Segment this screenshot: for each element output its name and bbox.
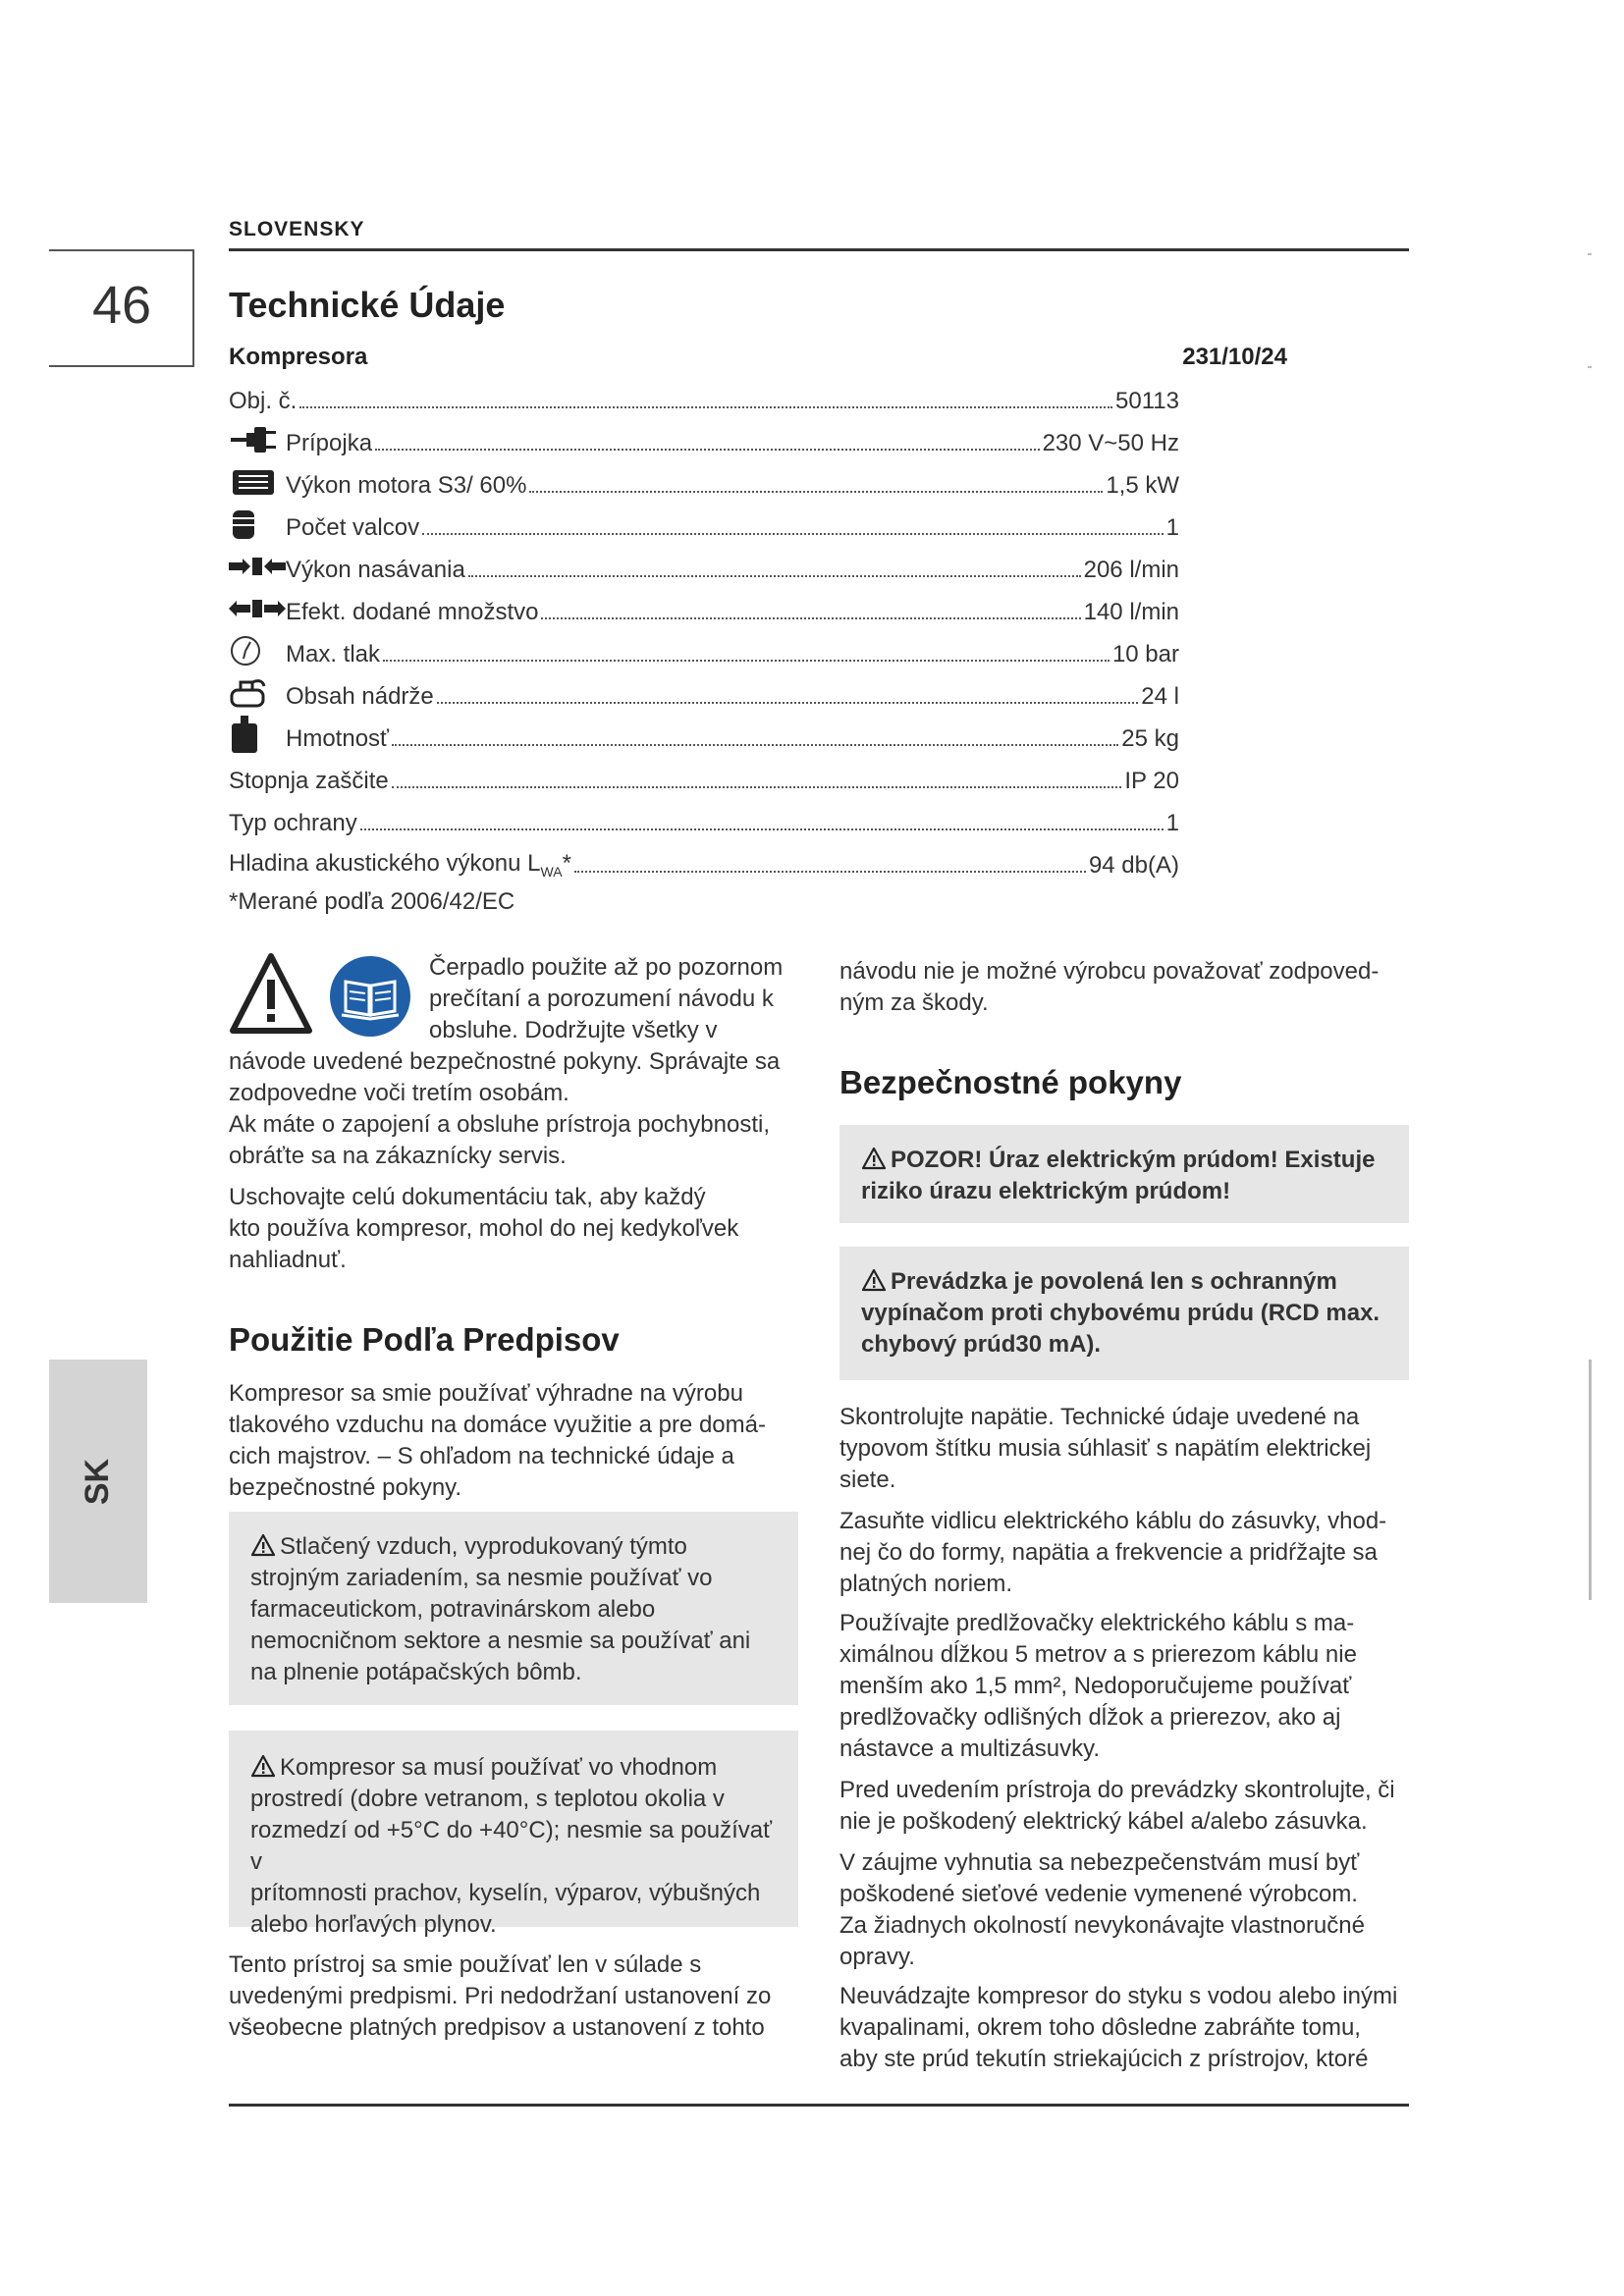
- usage-text: Kompresor sa smie používať výhradne na výrobu tlakového vzduchu na domáce využitie a pre domá- cich majstrov. – S ohľadom na technické údaje a bezpečnostné pokyny.: [229, 1380, 766, 1501]
- spec-label: Stopnja zaščite: [229, 768, 389, 794]
- spec-value: 24 l: [1141, 683, 1179, 710]
- page-number: 46: [91, 276, 152, 335]
- spec-value: 140 l/min: [1083, 599, 1179, 625]
- warning-box-electric-shock: POZOR! Úraz elektrickým prúdom! Existuje riziko úrazu elektrickým prúdom!: [839, 1125, 1409, 1223]
- spec-value: IP 20: [1124, 768, 1179, 794]
- safety-heading: Bezpečnostné pokyny: [839, 1064, 1182, 1100]
- warning-icon: [861, 1268, 887, 1292]
- bottom-rule: [229, 2104, 1409, 2107]
- edge-mark: [1588, 253, 1592, 255]
- dot-leader: [574, 871, 1086, 873]
- dot-leader: [392, 744, 1118, 746]
- warning-box-compressed-air: Stlačený vzduch, vyprodukovaný týmto strojným zariadením, sa nesmie používať vo farmaceutickom, potravinárskom alebo nemocničnom sektore a nesmie sa používať ani na plnenie potápačských bômb.: [229, 1512, 798, 1705]
- output-icon: [229, 591, 286, 626]
- paragraph-check-cable: Pred uvedením prístroja do prevádzky skontrolujte, či nie je poškodený elektrický kábel a/alebo zásuvka.: [839, 1777, 1395, 1835]
- spec-label: Výkon motora S3/ 60%: [286, 472, 527, 499]
- spec-label: Efekt. dodané množstvo: [286, 599, 539, 625]
- warning-box-rcd: Prevádzka je povolená len s ochranným vypínačom proti chybovému prúdu (RCD max. chybový prúd30 mA).: [839, 1247, 1409, 1380]
- closing-text: Tento prístroj sa smie používať len v súlade s uvedenými predpismi. Pri nedodržaní ustanovení zo všeobecne platných predpisov a ustanovení z tohto: [229, 1951, 772, 2041]
- spec-row-order-number: [229, 376, 1179, 415]
- dot-leader: [360, 828, 1164, 830]
- edge-mark: [1589, 1360, 1592, 1600]
- dot-leader: [383, 660, 1110, 662]
- warning-icon: [861, 1147, 887, 1170]
- warning-box-environment: Kompresor sa musí používať vo vhodnom prostredí (dobre vetranom, s teplotou okolia v rozmedzí od +5°C do +40°C); nesmie sa používať v prítomnosti prachov, kyselín, výparov, výbušných alebo horľavých plynov.: [229, 1731, 798, 1927]
- spec-label: Hmotnosť: [286, 725, 390, 752]
- dot-leader: [392, 786, 1122, 788]
- spec-label: Počet valcov: [286, 514, 420, 541]
- warning-icon: [250, 1533, 276, 1557]
- spec-label: Obj. č.: [229, 388, 298, 414]
- spec-value: 230 V~50 Hz: [1042, 430, 1179, 456]
- spec-row-connection: [229, 418, 1179, 457]
- paragraph-damaged-cable: V záujme vyhnutia sa nebezpečenstvám musí byť poškodené sieťové vedenie vymenené výrobcom. Za žiadnych okolností nevykonávajte vlastnoručné opravy.: [839, 1849, 1365, 1970]
- spec-row-cylinders: [229, 503, 1179, 542]
- read-manual-icon: [328, 954, 412, 1043]
- spec-heading: Kompresora: [229, 344, 368, 370]
- spec-value: 25 kg: [1121, 725, 1179, 752]
- intake-icon: [229, 549, 286, 584]
- spec-row-motor-power: [229, 460, 1179, 500]
- spec-row-weight: [229, 714, 1179, 753]
- spec-value: 1,5 kW: [1106, 472, 1179, 499]
- intro-text-continued: návode uvedené bezpečnostné pokyny. Správajte sa zodpovedne voči tretím osobám. Ak máte o zapojení a obsluhe prístroja pochybnosti, obráťte sa na zákaznícky servis.: [229, 1048, 781, 1169]
- tank-icon: [229, 675, 286, 711]
- spec-footnote: *Merané podľa 2006/42/EC: [229, 888, 515, 915]
- pressure-gauge-icon: [229, 633, 286, 668]
- spec-row-delivery: [229, 587, 1179, 626]
- spec-row-protection-degree: [229, 756, 1179, 795]
- dot-leader: [422, 533, 1164, 535]
- spec-row-protection-type: [229, 798, 1179, 837]
- edge-mark: [1588, 366, 1592, 368]
- spec-header: [229, 344, 1287, 371]
- paragraph-extension-cables: Používajte predlžovačky elektrického káblu s ma- ximálnou dĺžkou 5 metrov a s prierezom káblu nie menším ako 1,5 mm², Nedoporučujeme používať predlžovačky odlišných dĺžok a prierezov, ako aj nástavce a multizásuvky.: [839, 1610, 1357, 1762]
- spec-row-sound-power: [229, 840, 1179, 880]
- paragraph-voltage: Skontrolujte napätie. Technické údaje uvedené na typovom štítku musia súhlasiť s napätím elektrickej siete.: [839, 1404, 1372, 1493]
- spec-row-intake: [229, 545, 1179, 584]
- spec-label: Typ ochrany: [229, 810, 357, 836]
- dot-leader: [468, 575, 1081, 577]
- model-number: 231/10/24: [1182, 344, 1287, 370]
- spec-value: 206 l/min: [1083, 557, 1179, 583]
- spec-label: Hladina akustického výkonu $L_{WA}*$: [229, 850, 571, 880]
- language-label: SLOVENSKY: [229, 218, 365, 240]
- usage-heading: Použitie Podľa Predpisov: [229, 1321, 620, 1358]
- paragraph-plug: Zasuňte vidlicu elektrického káblu do zásuvky, vhod- nej čo do formy, napätia a frekvencie a pridŕžajte sa platných noriem.: [839, 1508, 1387, 1597]
- side-tab-label: SK: [79, 1458, 117, 1505]
- intro-text: Čerpadlo použite až po pozornom prečítaní a porozumení návodu k obsluhe. Dodržujte všetky v: [429, 954, 784, 1043]
- spec-value: 50113: [1115, 388, 1179, 414]
- cylinder-icon: [229, 507, 286, 542]
- continued-text: návodu nie je možné výrobcu považovať zodpoved- ným za škody.: [839, 958, 1380, 1016]
- spec-row-max-pressure: [229, 629, 1179, 668]
- spec-label: Prípojka: [286, 430, 373, 456]
- warning-icon: [250, 1754, 276, 1778]
- page-title: Technické Údaje: [229, 285, 506, 325]
- spec-label: Výkon nasávania: [286, 557, 465, 583]
- paragraph-water: Neuvádzajte kompresor do styku s vodou alebo inými kvapalinami, okrem toho dôsledne zabráňte tomu, aby ste prúd tekutín striekajúcich z prístrojov, ktoré: [839, 1983, 1398, 2072]
- dot-leader: [299, 406, 1112, 408]
- dot-leader: [437, 702, 1139, 704]
- keep-documentation-text: Uschovajte celú dokumentáciu tak, aby každý kto používa kompresor, mohol do nej kedykoľvek nahliadnuť.: [229, 1184, 739, 1273]
- spec-value: 10 bar: [1111, 641, 1179, 667]
- spec-value: 1: [1165, 810, 1179, 836]
- spec-row-tank: [229, 671, 1179, 711]
- dot-leader: [375, 449, 1040, 451]
- warning-triangle-icon: [229, 952, 313, 1040]
- spec-label: Obsah nádrže: [286, 683, 434, 710]
- spec-value: 1: [1165, 514, 1179, 541]
- spec-value: 94 db(A): [1088, 852, 1179, 879]
- plug-icon: [229, 422, 286, 457]
- weight-icon: [229, 718, 286, 753]
- motor-icon: [229, 464, 286, 500]
- dot-leader: [529, 491, 1103, 493]
- dot-leader: [541, 617, 1080, 619]
- spec-label: Max. tlak: [286, 641, 381, 667]
- top-rule: [229, 248, 1409, 251]
